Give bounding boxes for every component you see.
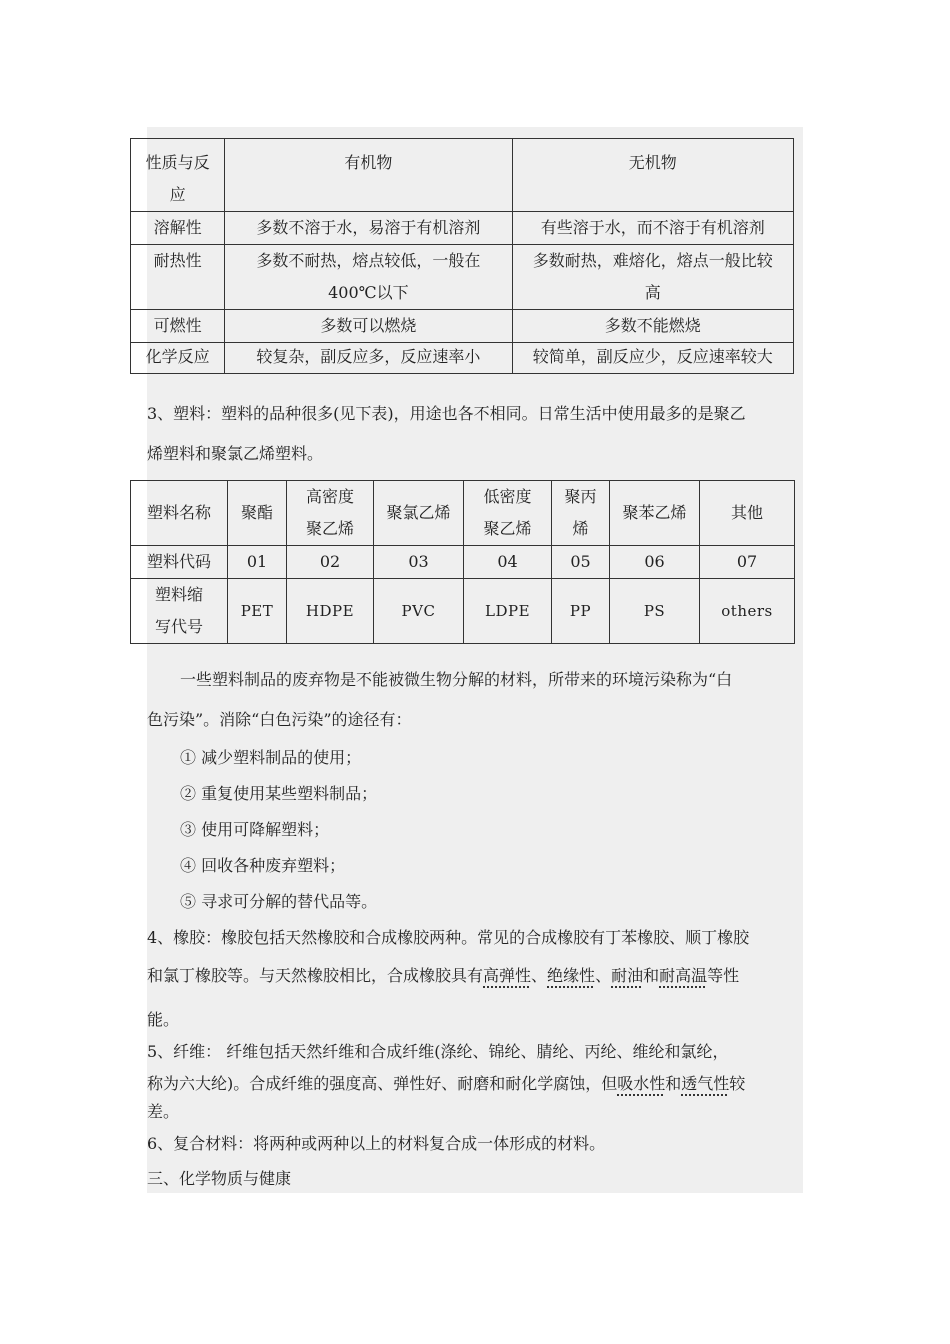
section-6-line-1: 6、复合材料：将两种或两种以上的材料复合成一体形成的材料。 [147, 1134, 606, 1153]
section-5-line-1: 5、纤维： 纤维包括天然纤维和合成纤维(涤纶、锦纶、腈纶、丙纶、维纶和氯纶， [147, 1042, 729, 1061]
table-cell [131, 579, 228, 644]
table-cell: 其他 [700, 481, 795, 546]
table-cell: 多数不溶于水，易溶于有机溶剂 [225, 212, 512, 245]
text-span: 等性 [707, 966, 740, 985]
text-span: 和氯丁橡胶等。与天然橡胶相比，合成橡胶具有 [147, 966, 484, 985]
emphasis-text: 高弹性 [483, 966, 532, 985]
section-3-line-1: 3、塑料：塑料的品种很多(见下表)，用途也各不相同。日常生活中使用最多的是聚乙 [147, 404, 746, 423]
table-cell [552, 481, 610, 546]
table-row [131, 579, 795, 644]
list-item: ① 减少塑料制品的使用； [180, 748, 362, 767]
table-cell: 07 [700, 546, 795, 579]
cell-text: 多数耐热，难熔化，熔点一般比较 [532, 251, 773, 270]
table-cell [287, 481, 374, 546]
text-span: 较 [729, 1074, 746, 1093]
table-cell: 可燃性 [131, 310, 225, 343]
cell-text: 低密度 [483, 487, 532, 506]
table-cell [512, 245, 793, 310]
white-pollution-line-1: 一些塑料制品的废弃物是不能被微生物分解的材料，所带来的环境污染称为“白 [180, 670, 733, 689]
list-item: ④ 回收各种废弃塑料； [180, 856, 346, 875]
list-item: ② 重复使用某些塑料制品； [180, 784, 378, 803]
section-3-line-2: 烯塑料和聚氯乙烯塑料。 [147, 444, 324, 463]
table-cell: LDPE [464, 579, 552, 644]
cell-text: 聚乙烯 [483, 519, 532, 538]
list-item: ③ 使用可降解塑料； [180, 820, 330, 839]
table-cell: others [700, 579, 795, 644]
table-cell: 较简单，副反应少，反应速率较大 [512, 343, 793, 374]
cell-text: 耐热性 [153, 251, 202, 270]
table-cell [225, 245, 512, 310]
text-span: 称为六大纶)。合成纤维的强度高、弹性好、耐磨和耐化学腐蚀，但 [147, 1074, 618, 1093]
table-cell: 溶解性 [131, 212, 225, 245]
table-cell: 多数不能燃烧 [512, 310, 793, 343]
table-cell: 聚氯乙烯 [374, 481, 464, 546]
cell-text: 聚丙 [564, 487, 597, 506]
cell-text: 400℃以下 [328, 283, 409, 302]
table-cell [464, 481, 552, 546]
plastics-table [130, 480, 795, 644]
text-span: 、 [531, 966, 548, 985]
table-cell: 05 [552, 546, 610, 579]
table-cell: PP [552, 579, 610, 644]
cell-text: 多数不耐热，熔点较低，一般在 [256, 251, 481, 270]
emphasis-text: 耐油 [611, 966, 644, 985]
section-4-line-3: 能。 [147, 1010, 180, 1029]
table-cell: 03 [374, 546, 464, 579]
emphasis-text: 透气性 [681, 1074, 730, 1093]
text-span: 和 [643, 966, 660, 985]
table-cell: HDPE [287, 579, 374, 644]
table-cell: 塑料名称 [131, 481, 228, 546]
table-cell: 无机物 [512, 139, 793, 212]
table-cell: PET [228, 579, 287, 644]
cell-text: 应 [169, 185, 186, 204]
table-cell [131, 139, 225, 212]
cell-text: 高密度 [305, 487, 354, 506]
cell-text: 塑料缩 [154, 585, 203, 604]
table-row [131, 212, 794, 245]
section-4-line-2 [147, 960, 807, 992]
section-5-line-3: 差。 [147, 1102, 180, 1121]
section-4-line-1: 4、橡胶：橡胶包括天然橡胶和合成橡胶两种。常见的合成橡胶有丁苯橡胶、顺丁橡胶 [147, 928, 750, 947]
table-row [131, 139, 794, 212]
table-row [131, 481, 795, 546]
table-row [131, 343, 794, 374]
text-span: 和 [665, 1074, 682, 1093]
cell-text: 高 [644, 283, 661, 302]
table-cell: PVC [374, 579, 464, 644]
table-cell [131, 245, 225, 310]
table-cell: PS [610, 579, 700, 644]
white-pollution-line-2: 色污染”。消除“白色污染”的途径有： [147, 710, 412, 729]
table-cell: 02 [287, 546, 374, 579]
table-cell: 塑料代码 [131, 546, 228, 579]
section-heading: 三、化学物质与健康 [147, 1169, 292, 1188]
organic-inorganic-table [130, 138, 794, 374]
table-cell: 化学反应 [131, 343, 225, 374]
emphasis-text: 绝缘性 [547, 966, 596, 985]
table-cell: 06 [610, 546, 700, 579]
text-span: 、 [595, 966, 612, 985]
table-cell: 多数可以燃烧 [225, 310, 512, 343]
table-cell: 04 [464, 546, 552, 579]
list-item: ⑤ 寻求可分解的替代品等。 [180, 892, 378, 911]
table-cell: 有机物 [225, 139, 512, 212]
table-cell: 有些溶于水，而不溶于有机溶剂 [512, 212, 793, 245]
cell-text: 聚乙烯 [305, 519, 354, 538]
table-cell: 较复杂，副反应多，反应速率小 [225, 343, 512, 374]
table-cell: 01 [228, 546, 287, 579]
cell-text: 烯 [572, 519, 589, 538]
table-row [131, 245, 794, 310]
emphasis-text: 耐高温 [659, 966, 708, 985]
table-cell: 聚苯乙烯 [610, 481, 700, 546]
emphasis-text: 吸水性 [617, 1074, 666, 1093]
cell-text: 写代号 [154, 617, 203, 636]
table-row [131, 546, 795, 579]
table-row [131, 310, 794, 343]
cell-text: 性质与反 [145, 153, 210, 172]
table-cell: 聚酯 [228, 481, 287, 546]
